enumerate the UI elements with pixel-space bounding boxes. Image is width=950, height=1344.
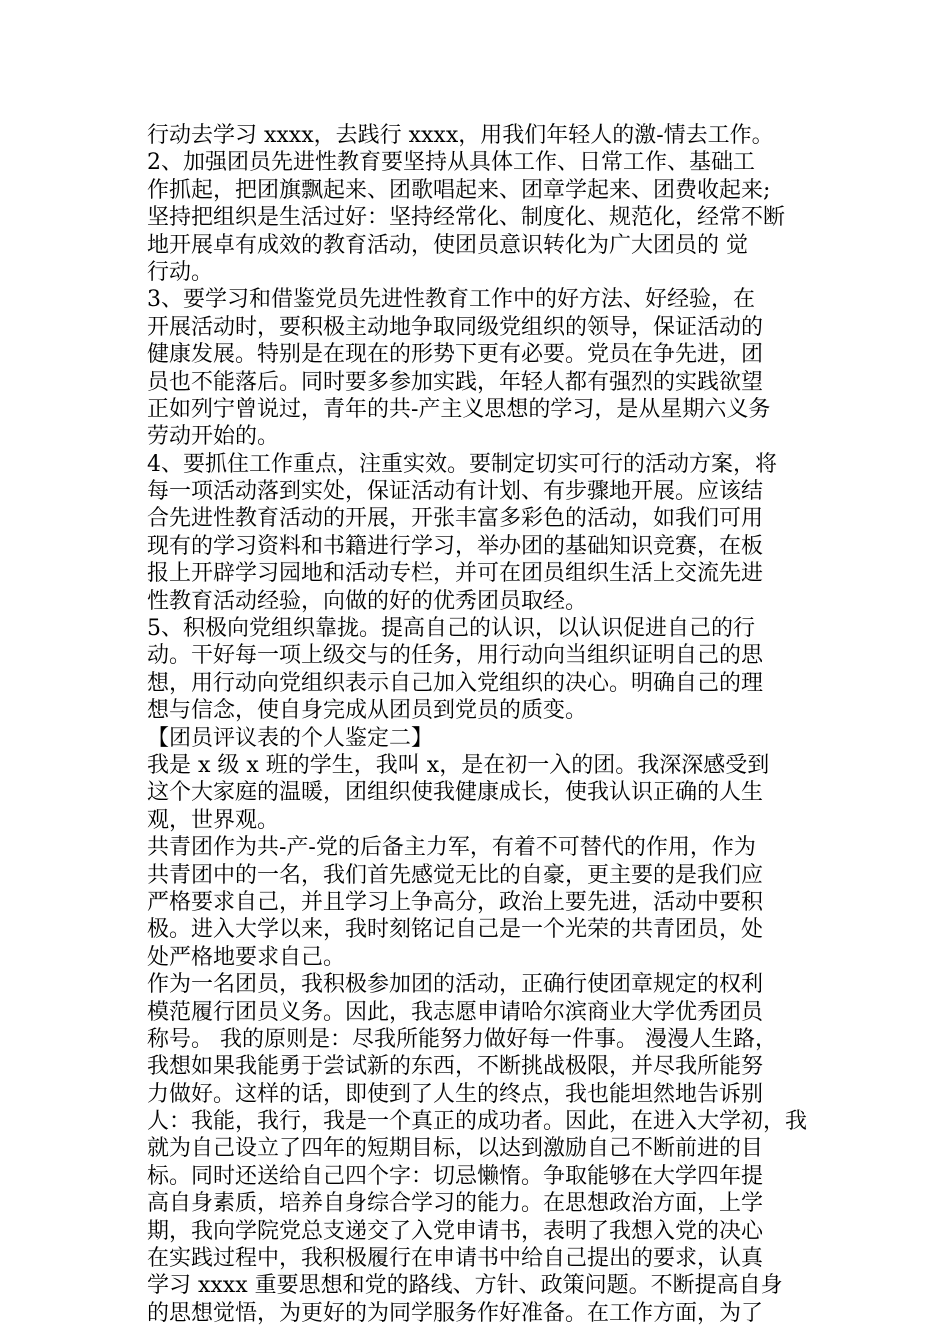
- text-line: 合先进性教育活动的开展，开张丰富多彩色的活动，如我们可用: [147, 506, 764, 532]
- text-line: 报上开辟学习园地和活动专栏，并可在团员组织生活上交流先进: [147, 561, 764, 587]
- text-line: 严格要求自己，并且学习上争高分，政治上要先进，活动中要积: [147, 889, 764, 915]
- text-line: 人：我能，我行，我是一个真正的成功者。因此，在进入大学初，我: [147, 1109, 808, 1135]
- text-line: 在实践过程中，我积极履行在申请书中给自己提出的要求，认真: [147, 1246, 764, 1272]
- text-line: 共青团作为共-产-党的后备主力军，有着不可替代的作用，作为: [147, 835, 756, 861]
- text-line: 开展活动时，要积极主动地争取同级党组织的领导，保证活动的: [147, 314, 764, 340]
- text-line: 就为自己设立了四年的短期目标，以达到激励自己不断前进的目: [147, 1136, 764, 1162]
- text-line: 想与信念，使自身完成从团员到党员的质变。: [147, 698, 588, 724]
- text-line: 行动去学习 xxxx，去践行 xxxx，用我们年轻人的激-情去工作。: [147, 123, 774, 148]
- text-line: 5、积极向党组织靠拢。提高自己的认识，以认识促进自己的行: [147, 616, 755, 642]
- text-line: 处严格地要求自己。: [147, 944, 346, 970]
- section-heading: 【团员评议表的个人鉴定二】: [147, 725, 434, 751]
- text-line: 3、要学习和借鉴党员先进性教育工作中的好方法、好经验，在: [147, 287, 755, 313]
- text-line: 极。进入大学以来，我时刻铭记自己是一个光荣的共青团员，处: [147, 917, 764, 943]
- text-line: 的思想觉悟，为更好的为同学服务作好准备。在工作方面，为了: [147, 1300, 764, 1326]
- text-line: 这个大家庭的温暖，团组织使我健康成长，使我认识正确的人生: [147, 780, 764, 806]
- text-line: 想，用行动向党组织表示自己加入党组织的决心。明确自己的理: [147, 670, 764, 696]
- text-line: 我是 x 级 x 班的学生，我叫 x，是在初一入的团。我深深感受到: [147, 752, 770, 778]
- text-line: 期，我向学院党总支递交了入党申请书，表明了我想入党的决心: [147, 1218, 764, 1244]
- text-line: 观，世界观。: [147, 807, 280, 833]
- text-line: 正如列宁曾说过，青年的共-产主义思想的学习，是从星期六义务: [147, 396, 771, 422]
- text-line: 地开展卓有成效的教育活动，使团员意识转化为广大团员的 觉: [147, 232, 748, 258]
- text-line: 劳动开始的。: [147, 424, 280, 450]
- text-line: 健康发展。特别是在现在的形势下更有必要。党员在争先进，团: [147, 342, 764, 368]
- text-line: 共青团中的一名，我们首先感觉无比的自豪，更主要的是我们应: [147, 862, 764, 888]
- text-line: 员也不能落后。同时要多参加实践，年轻人都有强烈的实践欲望: [147, 369, 764, 395]
- text-line: 作为一名团员，我积极参加团的活动，正确行使团章规定的权利: [147, 972, 764, 998]
- text-line: 现有的学习资料和书籍进行学习，举办团的基础知识竞赛，在板: [147, 533, 764, 559]
- text-line: 力做好。这样的话，即使到了人生的终点，我也能坦然地告诉别: [147, 1081, 764, 1107]
- document-body: [147, 122, 817, 1327]
- text-line: 动。干好每一项上级交与的任务，用行动向当组织证明自己的思: [147, 643, 764, 669]
- text-line: 高自身素质，培养自身综合学习的能力。在思想政治方面，上学: [147, 1191, 764, 1217]
- text-line: 作抓起，把团旗飘起来、团歌唱起来、团章学起来、团费收起来;: [147, 177, 771, 203]
- text-line: 2、加强团员先进性教育要坚持从具体工作、日常工作、基础工: [147, 150, 755, 176]
- text-line: 性教育活动经验，向做的好的优秀团员取经。: [147, 588, 588, 614]
- text-line: 我想如果我能勇于尝试新的东西，不断挑战极限，并尽我所能努: [147, 1054, 764, 1080]
- text-line: 4、要抓住工作重点，注重实效。要制定切实可行的活动方案，将: [147, 451, 777, 477]
- text-line: 称号。 我的原则是：尽我所能努力做好每一件事。 漫漫人生路，: [147, 1026, 777, 1052]
- text-line: 行动。: [147, 259, 214, 285]
- text-line: 模范履行团员义务。因此，我志愿申请哈尔滨商业大学优秀团员: [147, 999, 764, 1025]
- text-line: 每一项活动落到实处，保证活动有计划、有步骤地开展。应该结: [147, 479, 764, 505]
- text-line: 标。同时还送给自己四个字：切忌懒惰。争取能够在大学四年提: [147, 1163, 764, 1189]
- text-line: 学习 xxxx 重要思想和党的路线、方针、政策问题。不断提高自身: [147, 1273, 783, 1299]
- text-line: 坚持把组织是生活过好：坚持经常化、制度化、规范化，经常不断: [147, 205, 786, 231]
